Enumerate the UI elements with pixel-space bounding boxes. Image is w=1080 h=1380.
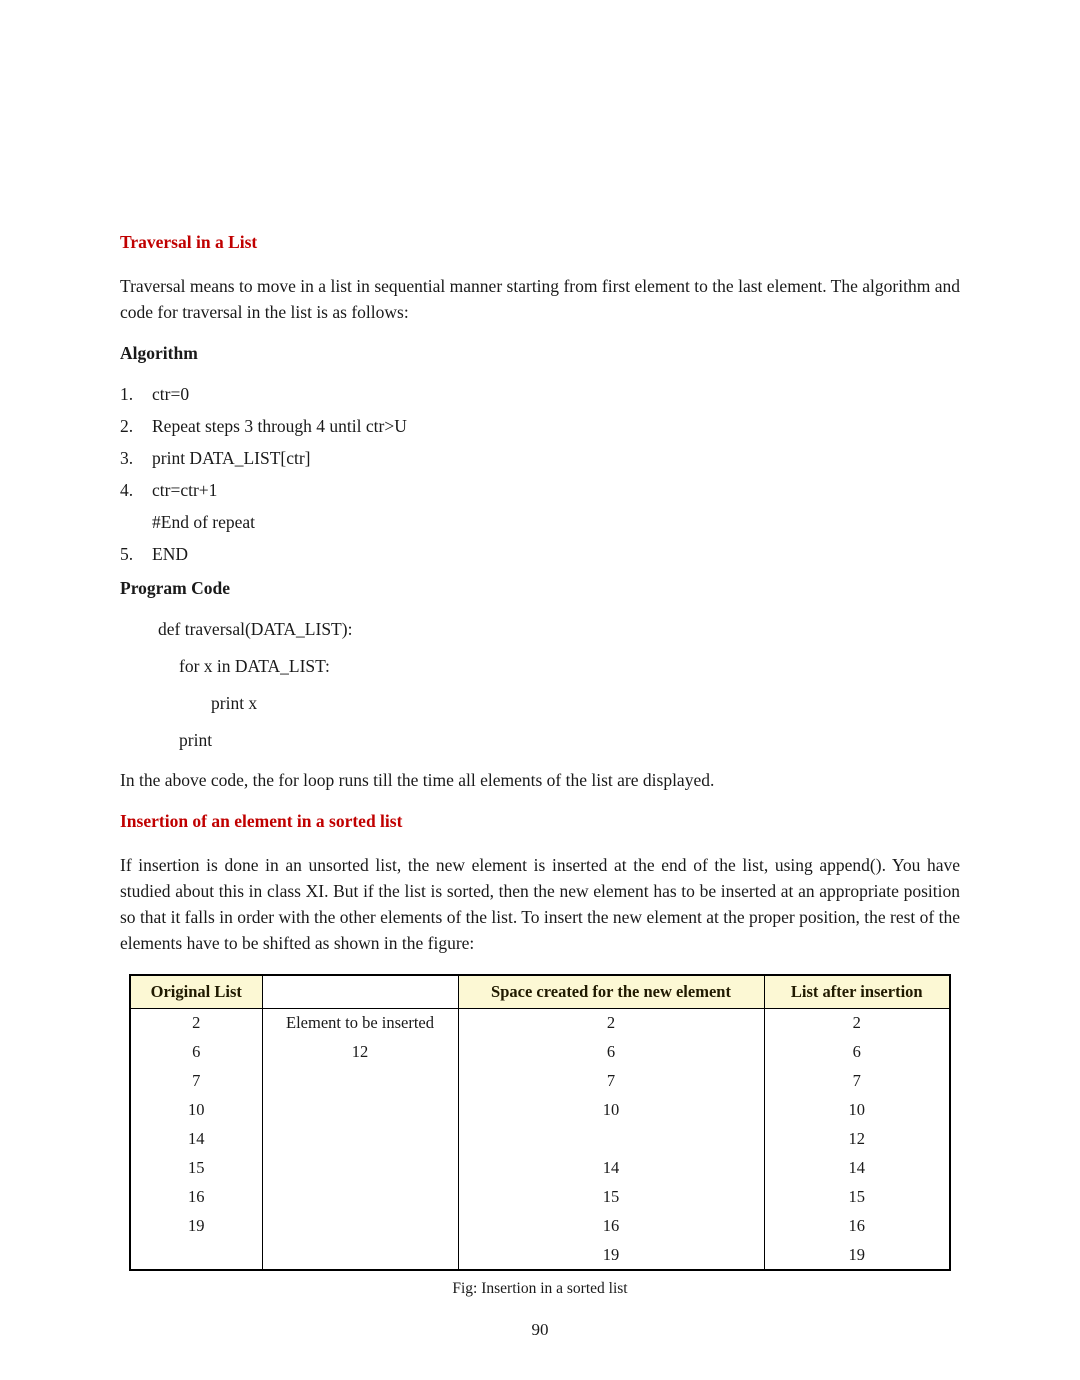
page-number: 90 [531,1319,549,1339]
insertion-table [129,974,951,1271]
table-cell [262,1212,458,1241]
algorithm-step [120,384,960,404]
step-number: 4. [120,480,134,500]
table-row [130,1183,950,1212]
step-number: 1. [120,384,134,404]
algorithm-step [120,416,960,436]
code-line: for x in DATA_LIST: [179,656,330,676]
table-header-row [130,975,950,1009]
table-cell: 19 [764,1241,950,1270]
table-cell: 15 [458,1183,764,1212]
table-cell: 14 [458,1154,764,1183]
table-cell [130,1241,262,1270]
step-number [120,512,152,532]
table-cell: 7 [764,1067,950,1096]
algorithm-step [120,544,960,564]
step-number: 2. [120,416,134,436]
program-code-block [120,619,960,750]
algorithm-step [120,512,960,532]
code-line: print [179,730,213,750]
algorithm-step [120,480,960,500]
insertion-figure [120,974,960,1298]
step-text: Repeat steps 3 through 4 until ctr>U [152,416,407,436]
table-cell [262,1154,458,1183]
table-cell: 12 [262,1038,458,1067]
traversal-intro-paragraph: Traversal means to move in a list in sequential manner starting from first element to the last element. The algorithm and code for traversal in the list is as follows: [120,276,960,322]
table-row [130,1154,950,1183]
table-row [130,1067,950,1096]
table-cell: 2 [458,1009,764,1038]
table-cell: 7 [130,1067,262,1096]
table-cell: 10 [130,1096,262,1125]
table-row [130,1009,950,1038]
step-number: 5. [120,544,134,564]
table-cell: 14 [764,1154,950,1183]
header-blank [262,975,458,1009]
table-cell: 7 [458,1067,764,1096]
figure-caption: Fig: Insertion in a sorted list [452,1279,628,1297]
step-text: ctr=ctr+1 [152,480,218,500]
header-original-list: Original List [130,975,262,1009]
table-cell [262,1067,458,1096]
algorithm-steps-list [120,384,960,564]
table-cell [262,1241,458,1270]
table-cell: 16 [130,1183,262,1212]
table-row [130,1096,950,1125]
table-cell: Element to be inserted [262,1009,458,1038]
step-text: print DATA_LIST[ctr] [152,448,311,468]
table-cell: 12 [764,1125,950,1154]
table-row [130,1038,950,1067]
section-heading-traversal: Traversal in a List [120,232,258,252]
section-heading-insertion: Insertion of an element in a sorted list [120,811,403,831]
step-text: ctr=0 [152,384,190,404]
header-list-after-insertion: List after insertion [764,975,950,1009]
step-number: 3. [120,448,134,468]
header-space-created: Space created for the new element [458,975,764,1009]
table-cell: 6 [130,1038,262,1067]
table-cell [262,1183,458,1212]
insertion-intro-paragraph: If insertion is done in an unsorted list, the new element is inserted at the end of the list, using append(). You have studied about this in class XI. But if the list is sorted, then the new element has to be inserted at an appropriate position so that it falls in order with the other elements of the list. To insert the new element at the proper position, the rest of the elements have to be shifted as shown in the figure: [120,855,960,953]
table-cell: 2 [130,1009,262,1038]
table-cell: 19 [458,1241,764,1270]
table-cell: 10 [458,1096,764,1125]
table-cell: 15 [764,1183,950,1212]
traversal-outro-paragraph: In the above code, the for loop runs till the time all elements of the list are displayed. [120,770,715,790]
table-cell [458,1125,764,1154]
table-cell: 6 [458,1038,764,1067]
step-text: #End of repeat [152,512,256,532]
table-cell: 10 [764,1096,950,1125]
algorithm-heading: Algorithm [120,343,198,363]
table-cell: 16 [764,1212,950,1241]
table-row [130,1125,950,1154]
code-line: print x [211,693,258,713]
table-cell: 15 [130,1154,262,1183]
table-row [130,1241,950,1270]
table-cell: 14 [130,1125,262,1154]
table-cell [262,1125,458,1154]
table-cell [262,1096,458,1125]
step-text: END [152,544,188,564]
table-cell: 2 [764,1009,950,1038]
program-code-heading: Program Code [120,578,230,598]
table-row [130,1212,950,1241]
algorithm-step [120,448,960,468]
table-cell: 6 [764,1038,950,1067]
table-cell: 16 [458,1212,764,1241]
table-cell: 19 [130,1212,262,1241]
code-line: def traversal(DATA_LIST): [158,619,353,639]
